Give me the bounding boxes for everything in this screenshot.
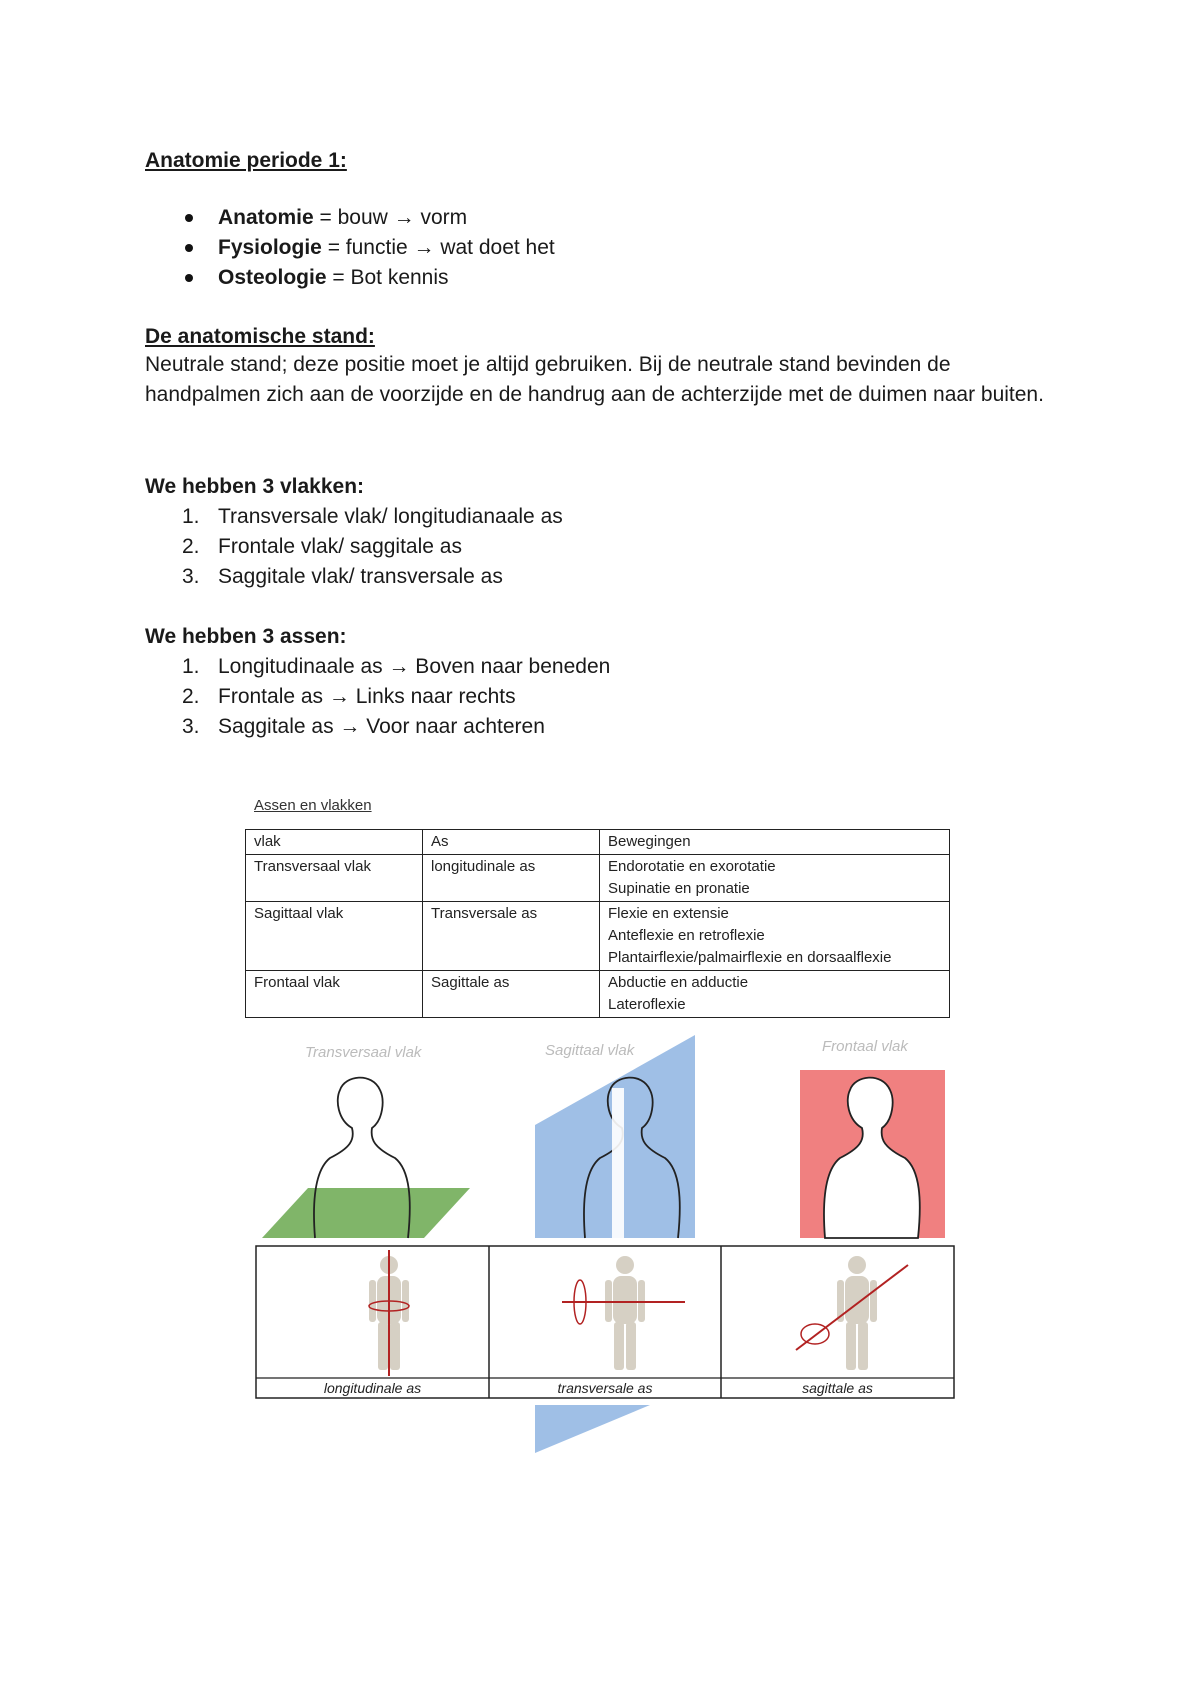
definition-rest: = bouw → vorm [313, 206, 468, 229]
list-item: Longitudinaale as → Boven naar beneden [218, 655, 611, 678]
beweging-line: Supinatie en pronatie [608, 880, 750, 897]
beweging-line: Abductie en adductie [608, 974, 749, 991]
table-cell-as: Transversale as [423, 902, 600, 971]
table-header-cell: vlak [246, 830, 423, 855]
definition-term: Fysiologie [218, 236, 322, 259]
stand-heading: De anatomische stand: [145, 325, 375, 348]
stand-paragraph: Neutrale stand; deze positie moet je altijd gebruiken. Bij de neutrale stand bevinden de handpalmen zich aan de voorzijde en de handrug aan de achterzijde met de duimen naar buiten. [145, 353, 1044, 406]
plane-label-transversal: Transversaal vlak [305, 1044, 422, 1061]
list-number: 1. [182, 655, 200, 678]
table-cell-as: Sagittale as [423, 971, 600, 1018]
beweging-line: Flexie en extensie [608, 905, 729, 922]
axis-label-sagittal: sagittale as [802, 1380, 873, 1396]
list-item: Frontale vlak/ saggitale as [218, 535, 462, 558]
list-number: 3. [182, 715, 200, 738]
table-header-cell: Bewegingen [600, 830, 950, 855]
table-cell-vlak: Frontaal vlak [246, 971, 423, 1018]
beweging-line: Plantairflexie/palmairflexie en dorsaalflexie [608, 949, 892, 966]
axis-label-longitudinal: longitudinale as [323, 1380, 422, 1396]
vlakken-heading: We hebben 3 vlakken: [145, 475, 365, 498]
transversal-plane-shape [262, 1188, 470, 1238]
plane-label-sagittal: Sagittaal vlak [545, 1042, 635, 1059]
page-title: Anatomie periode 1: [145, 149, 347, 172]
sagittal-cut-line [612, 1088, 624, 1238]
list-number: 2. [182, 685, 200, 708]
list-number: 2. [182, 535, 200, 558]
list-number: 3. [182, 565, 200, 588]
plane-label-frontal: Frontaal vlak [822, 1038, 908, 1055]
table-cell-as: longitudinale as [423, 855, 600, 902]
definition-rest: = functie → wat doet het [321, 236, 555, 259]
list-item: Transversale vlak/ longitudianaale as [218, 505, 563, 528]
assen-heading: We hebben 3 assen: [145, 625, 347, 648]
table-cell-vlak: Sagittaal vlak [246, 902, 423, 971]
table-header-cell: As [423, 830, 600, 855]
definition-rest: = Bot kennis [326, 266, 449, 289]
sagittal-axis-figure [796, 1256, 908, 1370]
beweging-line: Endorotatie en exorotatie [608, 858, 776, 875]
transverse-axis-figure [562, 1256, 685, 1370]
table-cell-vlak: Transversaal vlak [246, 855, 423, 902]
frontal-plane-figure [800, 1070, 945, 1238]
definition-term: Osteologie [218, 266, 327, 289]
list-item: Saggitale as → Voor naar achteren [218, 715, 545, 738]
longitudinal-axis-figure [369, 1250, 409, 1376]
definition-term: Anatomie [218, 206, 314, 229]
list-item: Frontale as → Links naar rechts [218, 685, 516, 708]
axis-label-transverse: transversale as [557, 1380, 653, 1396]
transversal-plane-figure [262, 1078, 470, 1238]
axes-panel [256, 1246, 954, 1398]
list-item: Saggitale vlak/ transversale as [218, 565, 503, 588]
beweging-line: Lateroflexie [608, 996, 686, 1013]
list-number: 1. [182, 505, 200, 528]
table-caption: Assen en vlakken [254, 797, 372, 814]
beweging-line: Anteflexie en retroflexie [608, 927, 765, 944]
